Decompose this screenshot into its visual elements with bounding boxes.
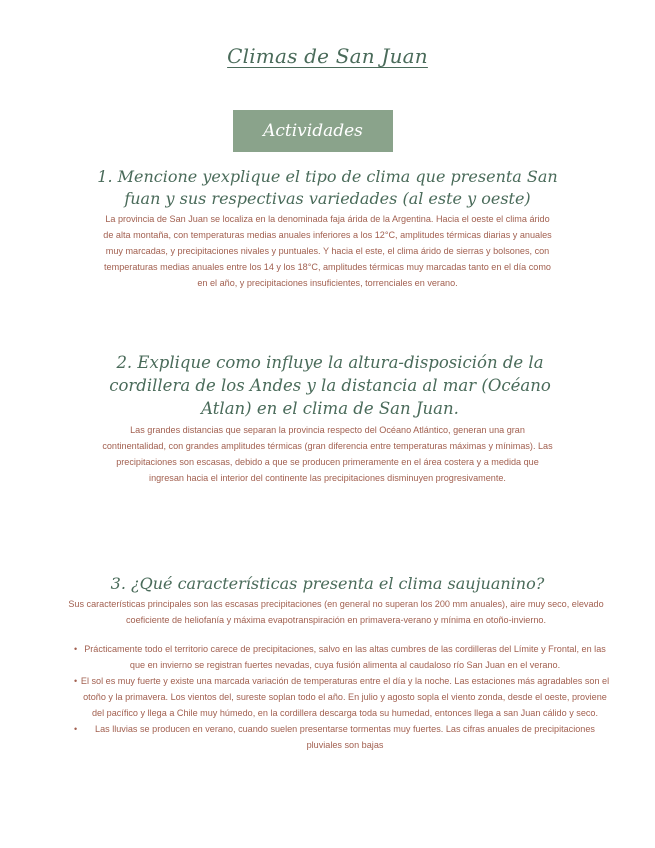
question-1-heading: 1. Mencione yexplique el tipo de clima que presenta San fuan y sus respectivas variedades (al este y oeste) (97, 167, 558, 208)
bullet-icon: • (74, 724, 78, 734)
question-3-answer: Sus características principales son las escasas precipitaciones (en general no superan los 200 mm anuales), aire muy seco, elevado coeficiente de heliofanía y máxima evapotranspiración en primavera-verano y mínima en otoño-invierno. (68, 599, 604, 625)
page-title: Climas de San Juan (227, 44, 428, 68)
list-item (62, 673, 610, 721)
list-item-text: Las lluvias se producen en verano, cuando suelen presentarse tormentas muy fuertes. Las cifras anuales de precipitaciones pluviales son bajas (95, 724, 595, 750)
list-item (62, 641, 610, 673)
question-1-answer: La provincia de San Juan se localiza en la denominada faja árida de la Argentina. Hacia el oeste el clima árido de alta montaña, con temperaturas medias anuales inferiores a los 12°C, amplitudes térmicas diarias y anuales muy marcadas, y precipitaciones nivales y puntuales. Y hacia el este, el clima árido de sierras y bolsones, con temperaturas medias anuales entre los 14 y los 18°C, amplitudes térmicas muy marcadas tanto en el día como en el año, y precipitaciones insuficientes, torrenciales en verano. (103, 214, 552, 288)
question-2-heading: 2. Explique como influye la altura-disposición de la cordillera de los Andes y la distancia al mar (Océano Atlan) en el clima de San Juan. (109, 353, 551, 418)
question-2-answer: Las grandes distancias que separan la provincia respecto del Océano Atlántico, generan una gran continentalidad, con grandes amplitudes térmicas (gran diferencia entre temperaturas máximas y mínimas). Las precipitaciones son escasas, debido a que se producen primeramente en el área costera y a medida que ingresan hacia el interior del continente las precipitaciones disminuyen progresivamente. (102, 425, 553, 483)
question-3-heading: 3. ¿Qué características presenta el clima saujuanino? (110, 574, 545, 593)
list-item-text: Prácticamente todo el territorio carece de precipitaciones, salvo en las altas cumbres de las cordilleras del Límite y Frontal, en las que en invierno se registran fuertes nevadas, cuya fusión alimenta al caudaloso río San Juan en el verano. (84, 644, 606, 670)
bullet-icon: • (74, 644, 78, 654)
list-item (62, 721, 610, 753)
bullet-icon: • (74, 676, 78, 686)
question-3-bullet-list (62, 641, 610, 753)
section-banner: Actividades (233, 110, 393, 152)
list-item-text: El sol es muy fuerte y existe una marcada variación de temperaturas entre el día y la noche. Las estaciones más agradables son el otoño y la primavera. Los vientos del, sureste soplan todo el año. En julio y agosto sopla el viento zonda, desde el oeste, proviene del pacífico y llega a Chile muy húmedo, en la cordillera descarga toda su humedad, entonces llega a san Juan cálido y seco. (80, 676, 610, 718)
